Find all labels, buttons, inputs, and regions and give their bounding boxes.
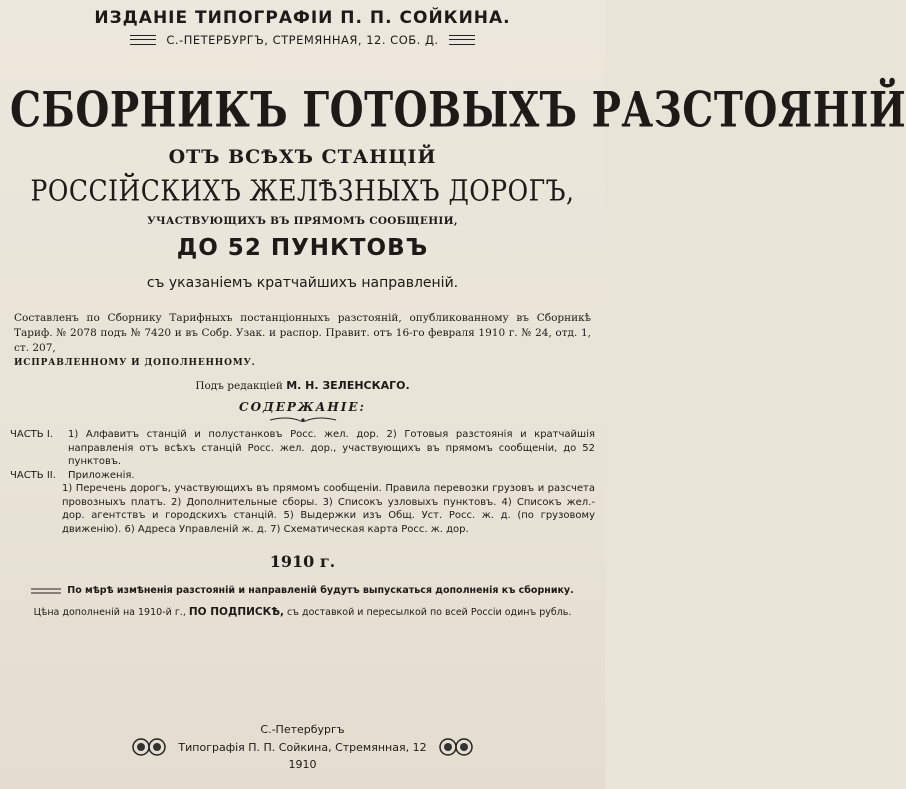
medals-right-icon xyxy=(439,737,473,757)
main-title: СБОРНИКЪ ГОТОВЫХЪ РАЗСТОЯНІЙ xyxy=(10,81,906,139)
imprint-city: С.-Петербургъ xyxy=(260,723,345,736)
contents-part-1 xyxy=(10,428,595,469)
rule-ornament-icon xyxy=(31,588,61,594)
composition-updated: ИСПРАВЛЕННОМУ И ДОПОЛНЕННОМУ. xyxy=(14,358,256,368)
contents-heading: СОДЕРЖАНІЕ: xyxy=(239,400,366,414)
contents-list xyxy=(10,428,595,536)
updates-notice-text: По мѣрѣ измѣненія разстояній и направленій будутъ выпускаться дополненія къ сборнику. xyxy=(67,585,574,596)
publisher-name: ИЗДАНІЕ ТИПОГРАФІИ П. П. СОЙКИНА. xyxy=(94,8,511,28)
rule-ornament-right xyxy=(449,35,475,45)
title-line-2: ОТЪ ВСѢХЪ СТАНЦІЙ xyxy=(168,146,437,168)
part-1-label: ЧАСТЬ I. xyxy=(10,429,53,440)
imprint-footer xyxy=(0,722,605,772)
imprint-press-row xyxy=(0,737,605,757)
contents-part-2 xyxy=(10,469,595,483)
imprint-year: 1910 xyxy=(288,758,317,771)
part-2-text: Приложенія. xyxy=(68,469,135,481)
part-2-label: ЧАСТЬ II. xyxy=(10,469,56,481)
editor-line xyxy=(10,379,595,392)
price-subscription: ПО ПОДПИСКѢ, xyxy=(188,606,285,618)
price-line xyxy=(10,606,595,618)
appendix-text: 1) Перечень дорогъ, участвующихъ въ прямомъ сообщеніи. Правила перевозки грузовъ и разсчета провозныхъ платъ. 2) Дополнительные сборы. 3) Списокъ узловыхъ пунктовъ. 4) Списокъ жел.-дор. агентствъ и городскихъ станцій. 5) Выдержки изъ Общ. Уст. Росс. ж. д. (по грузовому движенію). 6) Адреса Управленій ж. д. 7) Схематическая карта Росс. ж. дор. xyxy=(62,483,595,535)
price-after: съ доставкой и пересылкой по всей Россіи одинъ рубль. xyxy=(287,607,572,618)
flourish-ornament-icon xyxy=(268,416,338,424)
title-line-5: ДО 52 ПУНКТОВЪ xyxy=(176,235,429,261)
publisher-address: С.-ПЕТЕРБУРГЪ, СТРЕМЯННАЯ, 12. СОБ. Д. xyxy=(166,33,439,47)
imprint-press: Типографія П. П. Сойкина, Стремянная, 12 xyxy=(178,740,427,754)
editor-prefix: Подъ редакціей xyxy=(195,380,283,392)
editor-name: М. Н. ЗЕЛЕНСКАГО. xyxy=(286,379,410,392)
title-line-4: УЧАСТВУЮЩИХЪ ВЪ ПРЯМОМЪ СООБЩЕНІИ, xyxy=(147,215,458,227)
publication-year: 1910 г. xyxy=(269,552,336,571)
publisher-block xyxy=(10,8,595,48)
medals-left-icon xyxy=(132,737,166,757)
title-line-3: РОССІЙСКИХЪ ЖЕЛѢЗНЫХЪ ДОРОГЪ, xyxy=(30,173,575,208)
updates-notice xyxy=(10,585,595,596)
title-line-6: съ указаніемъ кратчайшихъ направленій. xyxy=(146,275,459,291)
composition-text: Составленъ по Сборнику Тарифныхъ постанціонныхъ разстояній, опубликованному въ Сборникѣ Тариф. № 2078 подъ № 7420 и въ Собр. Узак. и распор. Правит. отъ 16-го февраля 1910 г. № 24, отд. 1, ст. 207, xyxy=(14,312,591,354)
publisher-address-row xyxy=(10,32,595,48)
rule-ornament-left xyxy=(130,35,156,45)
part-1-text: 1) Алфавитъ станцій и полустанковъ Росс. жел. дор. 2) Готовыя разстоянія и кратчайшія направленія отъ всѣхъ станцій Росс. жел. дор., участвующихъ въ прямомъ сообщеніи, до 52 пунктовъ. xyxy=(68,429,595,467)
composition-note xyxy=(10,311,595,371)
price-before: Цѣна дополненій на 1910-й г., xyxy=(33,607,186,618)
